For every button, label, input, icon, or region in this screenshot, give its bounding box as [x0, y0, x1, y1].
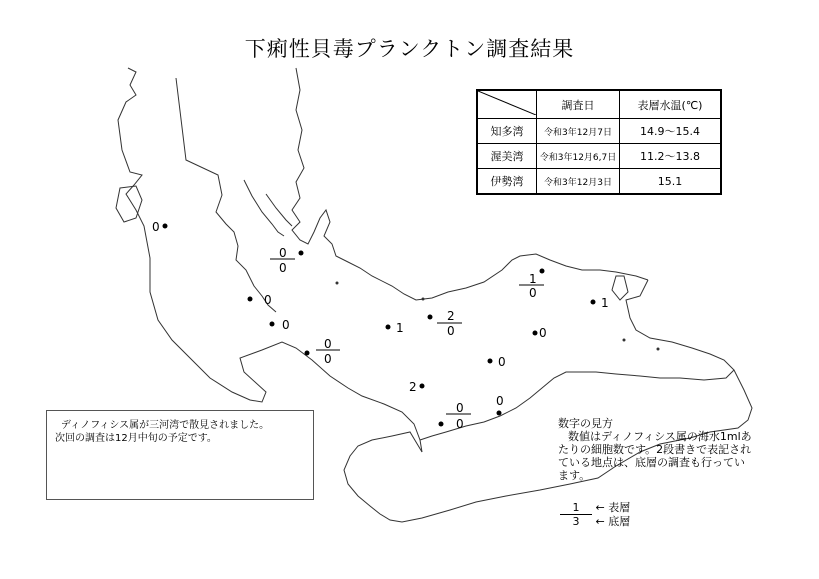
island-east	[612, 276, 628, 300]
island-west	[116, 186, 142, 222]
table-row	[477, 169, 721, 195]
station-s7-surface: 2	[447, 309, 455, 323]
station-dot-s3	[248, 297, 253, 302]
legend-text-2: たりの細胞数です。2段書きで表記され	[558, 443, 752, 456]
table-header-corner	[477, 90, 537, 119]
station-s8-surface: 1	[529, 272, 537, 286]
table-row	[477, 119, 721, 144]
legend-example	[560, 499, 630, 527]
table-header-row	[477, 90, 721, 119]
legend-text-1: 数値はディノフィシス属の海水1mlあ	[568, 430, 752, 443]
legend-text-4: ます。	[558, 469, 591, 482]
station-dot-s1	[163, 224, 168, 229]
station-dot-s10	[533, 331, 538, 336]
legend-example-surface-row	[560, 499, 630, 513]
station-s4-surface: 0	[282, 318, 290, 332]
legend	[558, 417, 758, 482]
table-cell-date: 令和3年12月6,7日	[537, 144, 620, 169]
table-cell-date: 令和3年12月7日	[537, 119, 620, 144]
coastline-chita-west	[118, 68, 422, 452]
table-cell-bay: 伊勢湾	[477, 169, 537, 195]
legend-example-bottom-value: 3	[572, 515, 580, 528]
station-s2-surface: 0	[279, 246, 287, 260]
table-cell-date: 令和3年12月3日	[537, 169, 620, 195]
page-title: 下痢性貝毒プランクトン調査結果	[244, 37, 575, 61]
station-dot-s13	[439, 422, 444, 427]
legend-example-bottom-label: ← 底層	[595, 515, 631, 528]
station-dot-s6	[386, 325, 391, 330]
station-s8-bottom: 0	[529, 286, 537, 300]
islet-1	[336, 282, 339, 285]
station-dot-s14	[497, 411, 502, 416]
note-line-1: ディノフィシス属が三河湾で散見されました。	[61, 420, 270, 431]
station-dot-s12	[420, 384, 425, 389]
coastline-pier-1	[244, 180, 284, 236]
table-header-date: 調査日	[537, 90, 620, 119]
islet-4	[623, 339, 626, 342]
station-s13-bottom: 0	[456, 417, 464, 431]
station-s5-bottom: 0	[324, 352, 332, 366]
legend-example-bottom-row	[560, 513, 630, 527]
station-dot-s8	[540, 269, 545, 274]
note-line-2: 次回の調査は12月中旬の予定です。	[55, 433, 217, 444]
coastline-north-inner	[176, 78, 276, 312]
islet-2	[422, 298, 425, 301]
station-s10-surface: 0	[539, 326, 547, 340]
station-s5-surface: 0	[324, 337, 332, 351]
station-s11-surface: 0	[498, 355, 506, 369]
table-cell-temp: 15.1	[620, 169, 722, 195]
station-dot-s2	[299, 251, 304, 256]
station-s1-surface: 0	[152, 220, 160, 234]
station-dot-s4	[270, 322, 275, 327]
legend-title: 数字の見方	[558, 417, 613, 430]
table-row	[477, 144, 721, 169]
station-dot-s5	[305, 351, 310, 356]
coastline-atsumi-east	[420, 280, 734, 440]
table-cell-bay: 知多湾	[477, 119, 537, 144]
station-s12-surface: 2	[409, 380, 417, 394]
legend-example-surface-label: ← 表層	[595, 501, 631, 514]
station-dot-s9	[591, 300, 596, 305]
station-s2-bottom: 0	[279, 261, 287, 275]
table-header-temp: 表層水温(℃)	[620, 90, 722, 119]
station-s13-surface: 0	[456, 401, 464, 415]
station-s9-surface: 1	[601, 296, 609, 310]
table-cell-temp: 11.2～13.8	[620, 144, 722, 169]
station-s6-surface: 1	[396, 321, 404, 335]
station-s3-surface: 0	[264, 293, 272, 307]
station-s7-bottom: 0	[447, 324, 455, 338]
survey-table	[476, 89, 722, 195]
station-dot-s7	[428, 315, 433, 320]
legend-text-3: ている地点は、底層の調査も行ってい	[558, 456, 745, 469]
notes-box	[46, 410, 314, 500]
table-cell-bay: 渥美湾	[477, 144, 537, 169]
legend-example-surface-value: 1	[560, 501, 592, 515]
station-s14-surface: 0	[496, 394, 504, 408]
diagonal-line-icon	[478, 91, 536, 115]
station-dot-s11	[488, 359, 493, 364]
islet-3	[657, 348, 660, 351]
table-cell-temp: 14.9～15.4	[620, 119, 722, 144]
